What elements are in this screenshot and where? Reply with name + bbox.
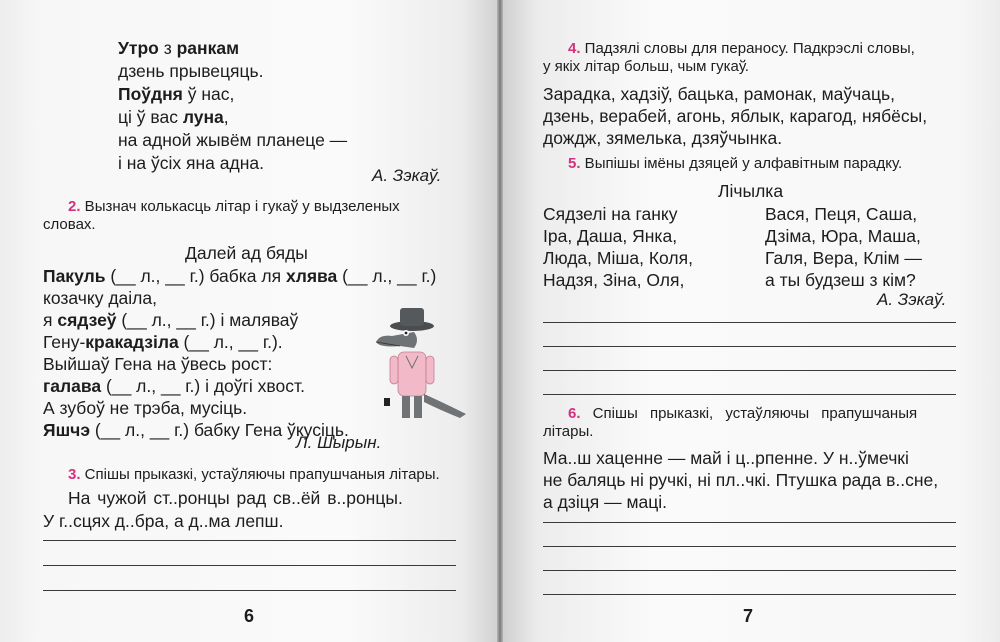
highlighted-word: Поўдня	[118, 84, 183, 104]
task-number: 3.	[68, 466, 81, 483]
rhyme-line: Люда, Міша, Коля,	[543, 248, 693, 268]
highlighted-word: луна	[182, 107, 224, 127]
rhyme-line: Вася, Пеця, Саша,	[765, 204, 918, 224]
word-list-line: дождж, зямелька, дзяўчынка.	[543, 128, 783, 148]
poem-line: А зубоў не трэба, мусіць.	[43, 398, 248, 418]
proverb-line: Ма..ш хаценне — май і ц..рпенне. У н..ўмечкі	[543, 448, 909, 468]
writing-line	[543, 346, 956, 347]
right-page	[503, 0, 1000, 642]
task-number: 2.	[68, 198, 81, 215]
reading-title: Далей ад бяды	[185, 243, 308, 263]
highlighted-word: Пакуль	[43, 266, 106, 286]
task-instruction-cont: словах.	[43, 216, 96, 233]
task-number: 6.	[568, 405, 581, 422]
poem-author: А. Зэкаў.	[372, 166, 442, 185]
poem-line: дзень прывецяць.	[118, 61, 264, 81]
rhyme-line: Сядзелі на ганку	[543, 204, 678, 224]
proverb-line: На чужой ст..ронцы рад св..ёй в..ронцы.	[68, 488, 403, 508]
rhyme-line: Галя, Вера, Клім —	[765, 248, 922, 268]
highlighted-word: Утро	[118, 38, 159, 58]
task-instruction: Падзялі словы для пераносу. Падкрэслі словы,	[580, 40, 915, 57]
task-number: 5.	[568, 155, 581, 172]
highlighted-word: хлява	[285, 266, 338, 286]
task-instruction-cont: у якіх літар больш, чым гукаў.	[543, 58, 749, 75]
writing-line	[543, 522, 956, 523]
reading-title: Лічылка	[718, 181, 784, 201]
poem-line: на адной жывём планеце —	[118, 130, 348, 150]
poem-line: і на ўсіх яна адна.	[118, 153, 264, 173]
task-instruction: Выпішы імёны дзяцей у алфавітным парадку.	[580, 155, 903, 172]
writing-line	[543, 322, 956, 323]
poem-line: козачку даіла,	[43, 288, 157, 308]
page-number: 6	[244, 606, 255, 626]
rhyme-line: а ты будзеш з кім?	[765, 270, 916, 290]
task-instruction: Спішы прыказкі, устаўляючы прапушчаныя	[580, 405, 918, 422]
left-page: Утро з ранкам дзень прывецяць. Поўдня ў нас, ці ў вас луна, на адной жывём планеце — і на ўсіх яна адна. А. Зэкаў. 2. Вызнач колькасць літар і гукаў у выдзеленых словах. Далей ад бяды Пакуль (__ л., __ г.) бабка ля хлява (__ л., __ г.) козачку даіла, я сядзеў (__ л., __ г.) і маляваў Гену-кракадзіла (__ л., __ г.). Выйшаў Гена на ўвесь рост: галава (__ л., __ г.) і доўгі хвост. А зубоў не трэба, мусіць. Яшчэ (__ л., __ г.) бабку Гена ўкусіць. Л. Шырын. 3. Спішы прыказкі, устаўляючы прапушчаныя літары. На чужой ст..ронцы рад св..ёй в..ронцы. У г..сцях д..бра, а д..ма лепш. 6	[0, 0, 497, 642]
writing-line	[543, 546, 956, 547]
task-instruction-cont: літары.	[543, 423, 594, 440]
writing-line	[43, 590, 456, 591]
writing-line	[43, 540, 456, 541]
poem-author: Л. Шырын.	[296, 433, 382, 452]
poem-line: Выйшаў Гена на ўвесь рост:	[43, 354, 273, 374]
highlighted-word: Яшчэ	[43, 420, 90, 440]
rhyme-line: Дзіма, Юра, Маша,	[765, 226, 921, 246]
task-instruction: Вызнач колькасць літар і гукаў у выдзеленых	[80, 198, 400, 215]
highlighted-word: сядзеў	[57, 310, 117, 330]
writing-line	[543, 394, 956, 395]
proverb-line: а дзіця — маці.	[543, 492, 667, 512]
writing-line	[543, 570, 956, 571]
rhyme-author: А. Зэкаў.	[877, 290, 947, 309]
page-number: 7	[743, 606, 754, 626]
writing-line	[543, 370, 956, 371]
rhyme-line: Надзя, Зіна, Оля,	[543, 270, 685, 290]
word-list-line: Зарадка, хадзіў, бацька, рамонак, маўчаць,	[543, 84, 895, 104]
task-number: 4.	[568, 40, 581, 57]
writing-line	[43, 565, 456, 566]
proverb-line: У г..сцях д..бра, а д..ма лепш.	[43, 511, 284, 531]
writing-line	[543, 594, 956, 595]
highlighted-word: галава	[43, 376, 102, 396]
highlighted-word: кракадзіла	[85, 332, 179, 352]
rhyme-line: Іра, Даша, Янка,	[543, 226, 678, 246]
crocodile-gena-icon	[370, 306, 470, 436]
task-instruction: Спішы прыказкі, устаўляючы прапушчаныя літары.	[80, 466, 440, 483]
highlighted-word: ранкам	[176, 38, 240, 58]
word-list-line: дзень, верабей, агонь, яблык, карагод, нябёсы,	[543, 106, 928, 126]
proverb-line: не баляць ні ручкі, ні пл..чкі. Птушка рада в..сне,	[543, 470, 939, 490]
